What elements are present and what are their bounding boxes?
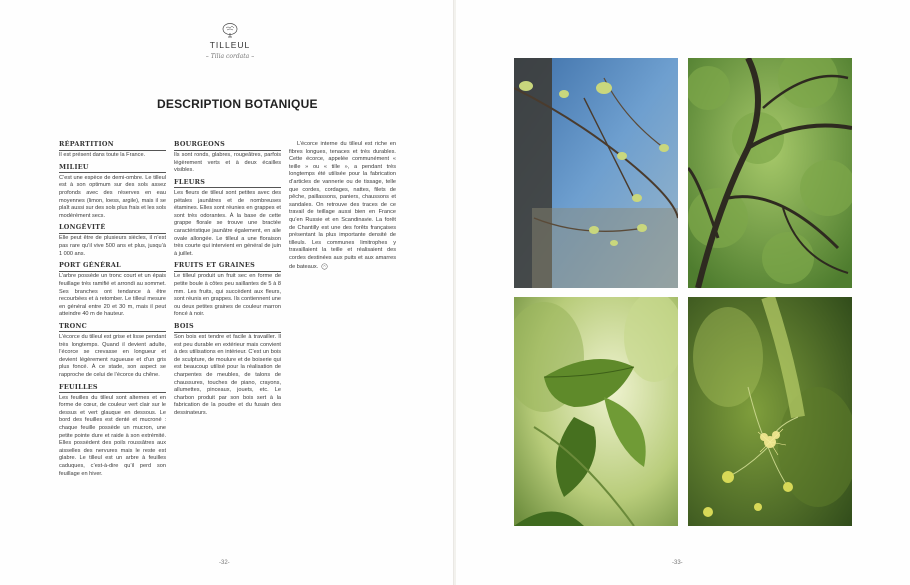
section-text: Il est présent dans toute la France. [59,152,146,159]
section-port [59,262,166,319]
section-text: Les fleurs de tilleul sont petites avec des pétales jaunâtres et de nombreuses étamines. Elles sont réunies en grappes et sont très odorantes. À la base de cette grappe florale se trouve une bractée caractéristique jaunâtre également, en aile ovale allongée. Le tilleul a une floraison très courte qui intervient en général de juin à juillet. [174,189,281,257]
section-text: Le tilleul produit un fruit sec en forme de petite boule à côtes peu saillantes de 5 à 8 mm. Les fruits, qui succèdent aux fleurs, sont réunis en grappes. Ils contiennent une ou deux petites graines de couleur marron foncé à noir. [174,273,281,318]
section-title: FLEURS [174,179,281,189]
section-title: TRONC [59,323,166,333]
section-title: BOURGEONS [174,141,281,151]
tree-end-mark-icon [320,263,329,270]
section-title: RÉPARTITION [59,141,166,151]
section-title: FRUITS ET GRAINES [174,262,281,272]
section-text: Ils sont ronds, glabres, rougeâtres, parfois légèrement verts et à deux écailles visibles. [174,152,281,174]
section-text: Elle peut être de plusieurs siècles, il n’est pas rare qu’il vive 500 ans et plus, jusqu’à 1 000 ans. [59,235,166,257]
section-title: PORT GÉNÉRAL [59,262,166,272]
section-bois [174,323,281,418]
section-bourgeons [174,141,281,175]
section-tronc [59,323,166,380]
tree-name: TILLEUL [209,40,251,50]
section-fruits [174,262,281,319]
section-text [289,141,396,271]
section-repartition [59,141,166,160]
text-column-1 [59,141,166,482]
photo-leaves [514,297,678,526]
section-longevite [59,224,166,258]
section-title: LONGÉVITÉ [59,224,166,234]
text-column-2 [174,141,281,422]
photo-flowers [688,297,852,526]
bois-paragraph-2: L’écorce interne du tilleul est riche en fibres longues, tenaces et très durables. Cette écorce, appelée communément « teille » ou « tille », a pendant très longtemps été utilisée pour la fabrication d’articles de vannerie ou de tissage, telle que cordes, cordages, nattes, filets de pêche, paillassons, paniers, chaussons et sandales. On retrouve des traces de ce travail de teillage aussi bien en France qu’en Russie et en Scandinavie. La forêt de Chantilly est une des forêts françaises présentant la plus importante densité de tilleuls. Les communes limitrophes y travaillaient la teille et réalisaient des cordes destinées aux puits et aux amarres de bateaux. [289,141,396,270]
section-text: Son bois est tendre et facile à travailler. Il est peu durable en extérieur mais convient à des utilisations en intérieur. C’est un bois de sculpture, de moulure et de boiserie qui est beaucoup utilisé pour la réalisation de charpentes de meubles, de talons de chaussures, touches de piano, crayons, allumettes, pinceaux, jouets, etc. Le charbon produit par son bois sert à la fabrication de la poudre et du fusain des dessinateurs. [174,334,281,416]
section-title: BOIS [174,323,281,333]
section-milieu [59,164,166,221]
text-column-3 [289,141,396,271]
photo-canopy [688,58,852,288]
section-title: MILIEU [59,164,166,174]
page-number-right: -33- [672,560,683,566]
header-logo [200,22,260,60]
page-title: DESCRIPTION BOTANIQUE [157,97,318,111]
section-text: L’écorce du tilleul est grise et lisse pendant très longtemps. Quand il devient adulte, l’écorce se crevasse en longueur et devient légèrement rugueuse et d’un gris plus foncé. À ce stade, son aspect se rapproche de celui de l’écorce du chêne. [59,333,166,378]
tree-logo-icon [220,22,240,38]
tree-latin-name: – Tilia cordata – [200,53,260,60]
section-title: FEUILLES [59,384,166,394]
section-text: Les feuilles du tilleul sont alternes et en forme de cœur, de couleur vert clair sur le dessus et vert glauque en dessous. Le bord des feuilles est denté et mucroné : chaque feuille possède un mucron, une petite pointe dure et raide à son extrémité. Elles possèdent des poils roussâtres aux aisselles des nervures mais le reste est glabre. Le tilleul est un arbre à feuilles caduques, c’est-à-dire qu’il perd son feuillage en hiver. [59,394,166,477]
section-fleurs [174,179,281,258]
section-text: L’arbre possède un tronc court et un épais feuillage très ramifié et arrondi au sommet. Ses branches ont tendance à être recourbées et à retomber. Le tilleul mesure en général entre 20 et 30 m, mais il peut atteindre 40 m de hauteur. [59,273,166,318]
left-page [0,0,454,585]
section-text: C’est une espèce de demi-ombre. Le tilleul est à son optimum sur des sols assez profonds avec des réserves en eau moyennes (limon, loess, argile), mais il se plaît aussi sur des sols plus frais et les sols modérément secs. [59,174,166,219]
section-feuilles [59,384,166,479]
photo-buds [514,58,678,288]
page-number-left: -32- [219,560,230,566]
